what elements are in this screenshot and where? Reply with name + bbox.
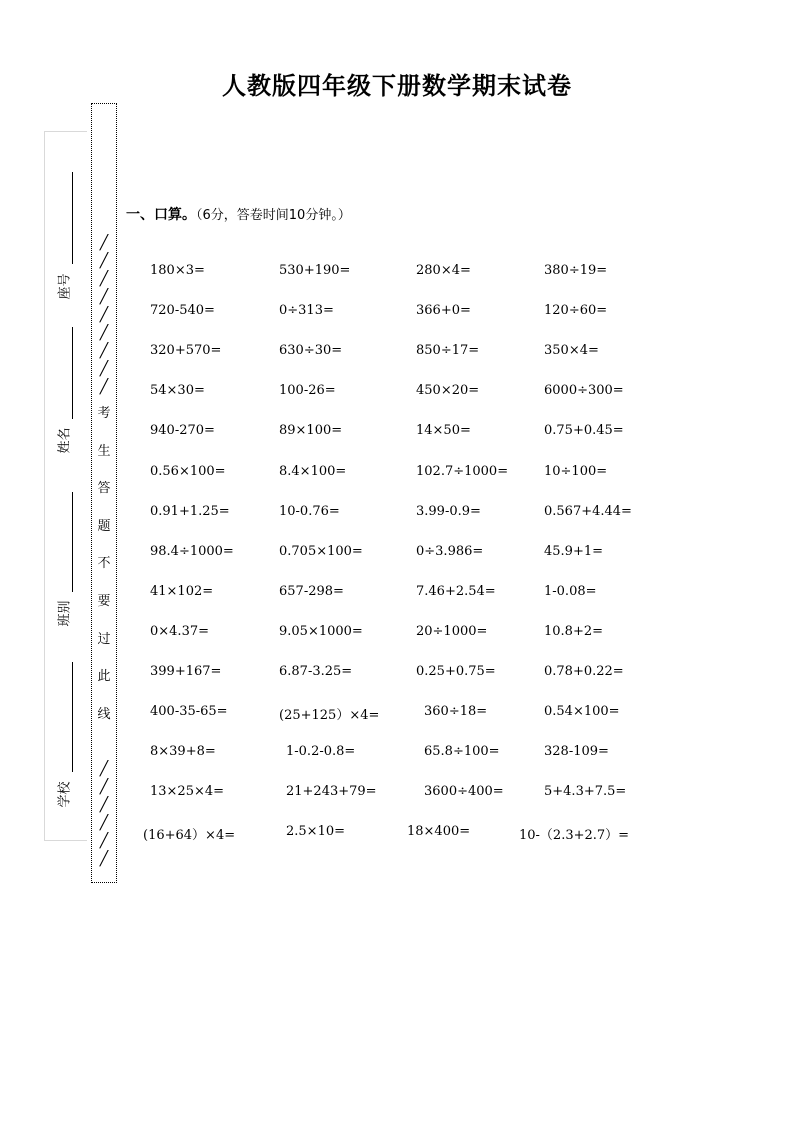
seat-number-line[interactable] [72,172,73,264]
problem-item: 366+0= [416,303,471,318]
warning-char: 生 [97,443,111,459]
warning-char: 答 [97,481,111,497]
problem-item: 8×39+8= [150,744,216,759]
slash-mark: ╱ [99,271,109,287]
slash-mark: ╱ [99,379,109,395]
problem-item: 0÷313= [279,303,334,318]
slash-mark: ╱ [99,815,109,831]
field-label: 座号 [57,273,73,300]
problem-item: 6000÷300= [544,383,624,398]
problem-item: 328-109= [544,744,609,759]
slash-mark: ╱ [99,253,109,269]
problem-item: 98.4÷1000= [150,544,234,559]
problem-item: 0×4.37= [150,624,210,639]
problem-item: 530+190= [279,263,351,278]
class-line[interactable] [72,492,73,592]
slash-mark: ╱ [99,779,109,795]
slash-mark: ╱ [99,761,109,777]
warning-char: 要 [97,593,111,609]
cut-line-strip [91,103,117,883]
problem-item: 10.8+2= [544,624,604,639]
school-line[interactable] [72,662,73,772]
slash-mark: ╱ [99,307,109,323]
warning-char: 题 [97,518,111,534]
field-seat-number [45,152,87,302]
slash-mark: ╱ [99,289,109,305]
warning-char: 线 [97,706,111,722]
problem-item: 3600÷400= [424,784,504,799]
field-name [45,322,87,472]
problem-item: 850÷17= [416,343,480,358]
problem-item: 89×100= [279,423,343,438]
problem-item: 18×400= [407,824,471,839]
problem-item: 54×30= [150,383,205,398]
problem-item: 0.25+0.75= [416,664,496,679]
slash-mark: ╱ [99,797,109,813]
problem-item: 3.99-0.9= [416,504,481,519]
slash-mark: ╱ [99,325,109,341]
problem-item: 657-298= [279,584,344,599]
problem-item: 10÷100= [544,464,608,479]
slash-mark: ╱ [99,235,109,251]
student-info-strip [44,131,87,841]
problem-item: 940-270= [150,423,215,438]
problem-item: 13×25×4= [150,784,225,799]
section-note: （6分，答卷时间10分钟。） [196,208,351,223]
problem-item: 8.4×100= [279,464,347,479]
problem-item: 14×50= [416,423,471,438]
problem-item: 1-0.08= [544,584,597,599]
problem-item: 45.9+1= [544,544,604,559]
section-title: 一、口算。 [126,207,196,223]
problem-item: 9.05×1000= [279,624,363,639]
problem-item: 10-（2.3+2.7）= [519,828,630,843]
slash-mark: ╱ [99,343,109,359]
problem-item: 380÷19= [544,263,608,278]
problem-item: 0.56×100= [150,464,226,479]
problem-item: 280×4= [416,263,471,278]
problem-item: 350×4= [544,343,599,358]
field-school [45,662,87,812]
problem-item: 0.75+0.45= [544,423,624,438]
problem-item: 21+243+79= [286,784,377,799]
warning-char: 此 [97,669,111,685]
problem-item: 0.705×100= [279,544,363,559]
problem-item: 0.78+0.22= [544,664,624,679]
page-title: 人教版四年级下册数学期末试卷 [222,71,572,100]
problem-item: 450×20= [416,383,480,398]
slash-group-top [92,234,116,396]
warning-char: 不 [97,556,111,572]
problem-item: 399+167= [150,664,222,679]
slash-mark: ╱ [99,833,109,849]
problem-item: 7.46+2.54= [416,584,496,599]
problem-item: 120÷60= [544,303,608,318]
warning-char: 考 [97,406,111,421]
problem-item: 0÷3.986= [416,544,484,559]
problem-item: 41×102= [150,584,214,599]
slash-mark: ╱ [99,851,109,867]
slash-mark: ╱ [99,361,109,377]
section-heading [126,204,351,224]
problem-item: 65.8÷100= [424,744,500,759]
field-label: 学校 [57,781,73,808]
problem-item: 100-26= [279,383,336,398]
problem-item: 320+570= [150,343,222,358]
field-class [45,487,87,637]
name-line[interactable] [72,327,73,419]
problem-item: 400-35-65= [150,704,228,719]
warning-text [92,402,116,740]
problem-item: 1-0.2-0.8= [286,744,356,759]
problem-item: 2.5×10= [286,824,346,839]
field-label: 姓名 [57,427,73,454]
problem-item: 10-0.76= [279,504,340,519]
problem-item: 630÷30= [279,343,343,358]
slash-group-bottom [92,760,116,868]
problem-item: 6.87-3.25= [279,664,353,679]
field-label: 班别 [57,600,73,627]
problem-item: 360÷18= [424,704,488,719]
problem-item: 0.54×100= [544,704,620,719]
problem-item: (16+64）×4= [143,828,236,843]
problem-item: 102.7÷1000= [416,464,509,479]
problem-item: 0.91+1.25= [150,504,230,519]
warning-char: 过 [97,631,111,647]
problem-item: 180×3= [150,263,205,278]
problem-item: (25+125）×4= [279,708,380,723]
problem-item: 20÷1000= [416,624,488,639]
problem-item: 5+4.3+7.5= [544,784,627,799]
problem-item: 0.567+4.44= [544,504,632,519]
problem-item: 720-540= [150,303,215,318]
